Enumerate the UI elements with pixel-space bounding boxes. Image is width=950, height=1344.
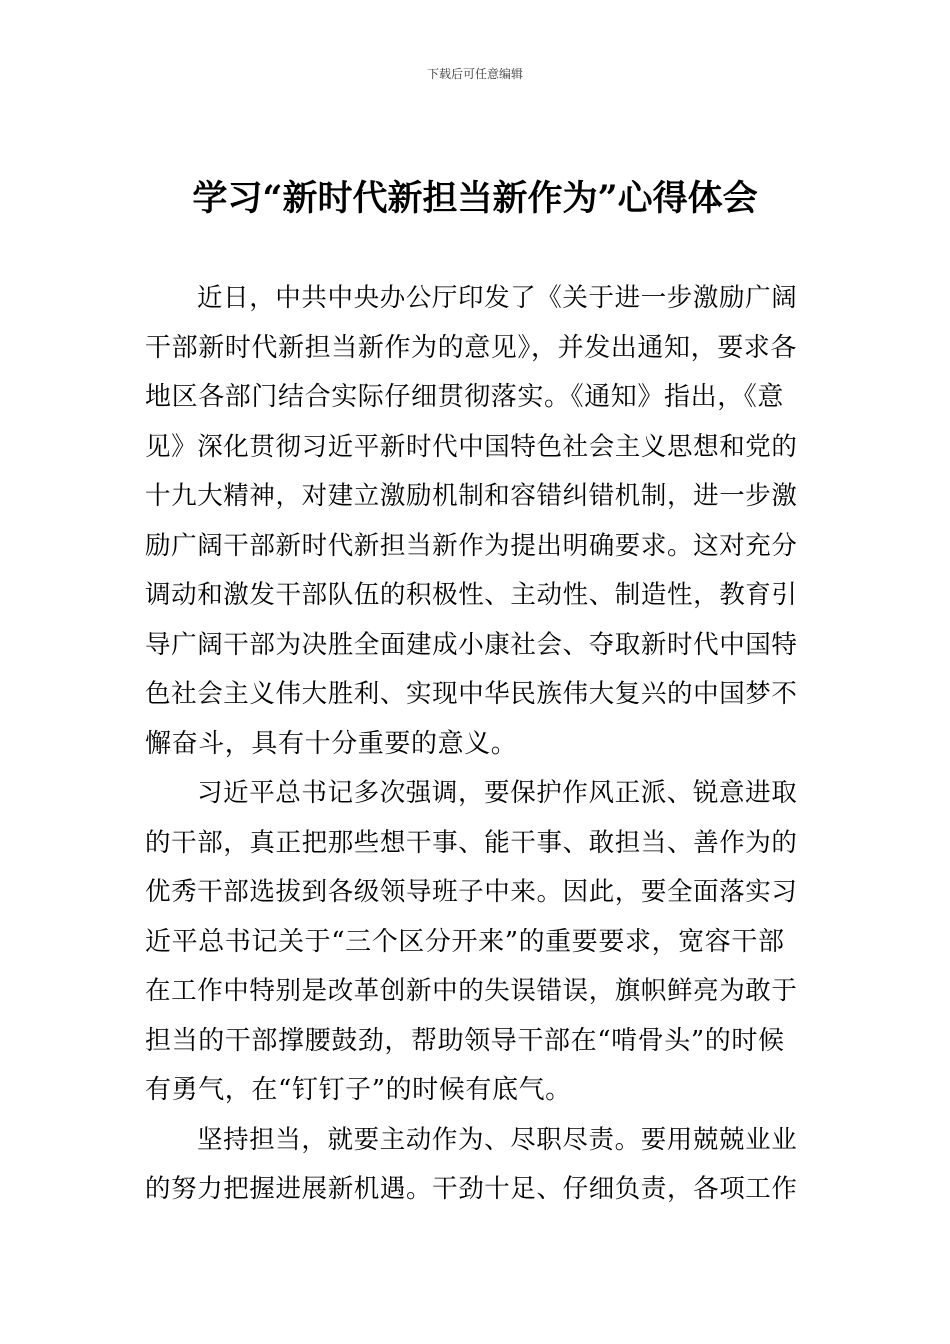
body-line: 的努力把握进展新机遇。干劲十足、仔细负责，各项工作: [145, 1174, 798, 1204]
body-line: 地区各部门结合实际仔细贯彻落实。《通知》指出，《意: [145, 382, 785, 412]
body-line: 导广阔干部为决胜全面建成小康社会、夺取新时代中国特: [145, 629, 798, 660]
document-title: 学习“新时代新担当新作为”心得体会: [192, 178, 758, 219]
body-line: 调动和激发干部队伍的积极性、主动性、制造性，教育引: [145, 580, 798, 610]
body-line: 励广阔干部新时代新担当新作为提出明确要求。这对充分: [145, 530, 798, 561]
body-line: 习近平总书记多次强调，要保护作风正派、锐意进取: [197, 778, 798, 808]
body-line: 的干部，真正把那些想干事、能干事、敢担当、善作为的: [145, 827, 798, 858]
body-line: 优秀干部选拔到各级领导班子中来。因此，要全面落实习: [145, 877, 798, 907]
document-body: [145, 274, 805, 1215]
body-line: 有勇气，在“钉钉子”的时候有底气。: [145, 1075, 572, 1105]
body-line: 十九大精神，对建立激励机制和容错纠错机制，进一步激: [145, 481, 798, 511]
body-line: 懈奋斗，具有十分重要的意义。: [145, 728, 518, 759]
body-line: 在工作中特别是改革创新中的失误错误，旗帜鲜亮为敢于: [145, 976, 798, 1006]
body-line: 干部新时代新担当新作为的意见》，并发出通知，要求各: [145, 332, 798, 363]
body-line: 见》深化贯彻习近平新时代中国特色社会主义思想和党的: [145, 431, 798, 462]
body-line: 坚持担当，就要主动作为、尽职尽责。要用兢兢业业: [197, 1124, 798, 1155]
header-note: 下载后可任意编辑: [426, 67, 523, 81]
body-line: 担当的干部撑腰鼓劲，帮助领导干部在“啃骨头”的时候: [145, 1025, 785, 1056]
body-line: 近平总书记关于“三个区分开来”的重要要求，宽容干部: [145, 926, 785, 957]
body-line: 色社会主义伟大胜利、实现中华民族伟大复兴的中国梦不: [145, 679, 798, 709]
body-line: 近日，中共中央办公厅印发了《关于进一步激励广阔: [197, 283, 798, 313]
